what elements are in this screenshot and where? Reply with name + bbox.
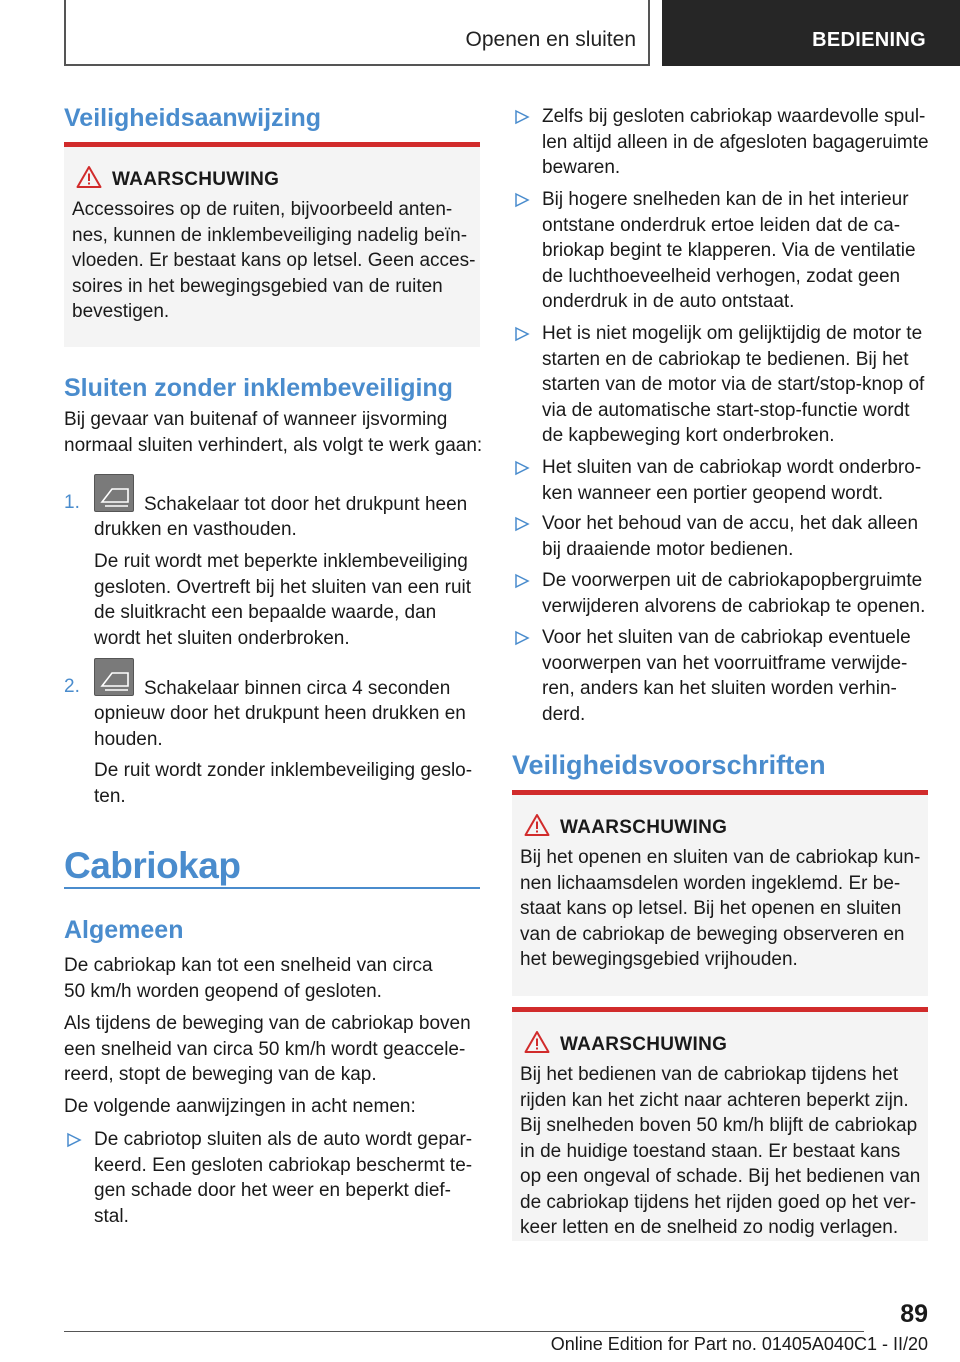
warning-text xyxy=(520,845,924,973)
text-line: stal. xyxy=(94,1205,129,1227)
list-item xyxy=(66,1127,482,1231)
text-line: de luchthoeveelheid verhogen, zodat geen xyxy=(542,265,901,287)
text-line: reerd, stopt de beweging van de kap. xyxy=(64,1064,377,1085)
text-line: ontstane onderdruk ertoe leiden dat de ca- xyxy=(542,214,901,236)
window-switch-graphic xyxy=(95,659,135,697)
text-line: De ruit wordt zonder inklembeveiliging geslo- xyxy=(94,760,473,781)
heading-rule xyxy=(64,887,480,889)
list-item-text xyxy=(542,104,929,181)
text-line: Bij gevaar van buitenaf of wanneer ijsvorming xyxy=(64,409,448,430)
warning-text xyxy=(72,197,476,325)
text-line: normaal sluiten verhindert, als volgt te werk gaan: xyxy=(64,434,483,456)
heading-safety: Veiligheidsaanwijzing xyxy=(64,104,322,132)
text-line: De cabriotop sluiten als de auto wordt gepar- xyxy=(94,1129,473,1150)
text-line: starten van de motor via de start/stop-knop of xyxy=(542,374,925,395)
header-left-rule xyxy=(64,0,66,66)
text-line: wordt het sluiten onderbroken. xyxy=(94,627,350,649)
text-line: De voorwerpen uit de cabriokapopbergruimte xyxy=(542,570,923,591)
step1-first-line: Schakelaar tot door het drukpunt heen xyxy=(144,494,468,515)
text-line: een snelheid van circa 50 km/h wordt geaccele- xyxy=(64,1038,466,1060)
text-line: Als tijdens de beweging van de cabriokap boven xyxy=(64,1013,471,1034)
warning-text xyxy=(520,1062,924,1241)
header-chapter-label: BEDIENING xyxy=(812,29,926,51)
header-chapter-tab xyxy=(662,0,960,66)
triangle-bullet-icon xyxy=(514,326,530,342)
list-item-text xyxy=(542,321,924,449)
text-line: ken wanneer een portier geopend wordt. xyxy=(542,482,884,504)
text-line: de kapbeweging kort onderbroken. xyxy=(542,425,835,446)
text-line: voorwerpen van het voorruitframe verwijde- xyxy=(542,652,908,674)
text-line: ren, anders kan het sluiten worden verhin- xyxy=(542,678,897,699)
header-section-title: Openen en sluiten xyxy=(465,28,636,51)
triangle-bullet-icon xyxy=(514,630,530,646)
text-line: Bij snelheden boven 50 km/h blijft de cabriokap xyxy=(520,1115,918,1136)
text-line: Bij het openen en sluiten van de cabriokap kun- xyxy=(520,847,921,868)
text-line: gen schade door het weer en beperkt dief- xyxy=(94,1180,452,1201)
header-bottom-rule xyxy=(64,64,650,66)
text-line: bewaren. xyxy=(542,157,621,178)
general-paragraph-1 xyxy=(64,953,484,1004)
list-item-text xyxy=(94,1127,472,1229)
text-line: opnieuw door het drukpunt heen drukken en xyxy=(94,703,466,724)
header-mid-rule xyxy=(648,0,650,66)
window-switch-icon xyxy=(94,658,134,696)
text-line: Voor het sluiten van de cabriokap eventuele xyxy=(542,627,911,648)
text-line: van de cabriokap de beweging observeren en xyxy=(520,923,905,945)
heading-general: Algemeen xyxy=(64,916,184,944)
warning-title: WAARSCHUWING xyxy=(560,1034,728,1055)
warning-box-accessories xyxy=(64,142,480,347)
text-line: vloeden. Er bestaat kans op letsel. Geen acces- xyxy=(72,250,476,271)
warning-triangle-icon xyxy=(524,813,550,837)
list-item-text xyxy=(542,187,916,315)
text-line: Het is niet mogelijk om gelijktijdig de motor te xyxy=(542,323,923,344)
window-switch-graphic xyxy=(95,475,135,513)
text-line: 50 km/h worden geopend of gesloten. xyxy=(64,980,382,1002)
warning-title: WAARSCHUWING xyxy=(112,169,280,190)
list-item-text xyxy=(542,568,925,619)
step2-result xyxy=(94,758,484,809)
text-line: De cabriokap kan tot een snelheid van circa xyxy=(64,955,433,976)
text-line: briokap begint te klapperen. Via de ventilatie xyxy=(542,240,916,261)
triangle-bullet-icon xyxy=(514,192,530,208)
text-line: Bij het bedienen van de cabriokap tijdens het xyxy=(520,1064,899,1085)
warning-title: WAARSCHUWING xyxy=(560,817,728,838)
warning-triangle-icon xyxy=(524,1030,550,1054)
text-line: Accessoires op de ruiten, bijvoorbeeld anten- xyxy=(72,199,453,220)
heading-safety-rules: Veiligheidsvoorschriften xyxy=(512,750,826,780)
general-paragraph-3 xyxy=(64,1094,484,1120)
triangle-bullet-icon xyxy=(514,573,530,589)
text-line: soires in het bewegingsgebied van de ruiten xyxy=(72,275,443,297)
triangle-bullet-icon xyxy=(514,460,530,476)
text-line: het bewegingsgebied vrijhouden. xyxy=(520,949,798,970)
triangle-bullet-icon xyxy=(514,109,530,125)
text-line: Zelfs bij gesloten cabriokap waardevolle spul- xyxy=(542,106,926,127)
step2-first-line: Schakelaar binnen circa 4 seconden xyxy=(144,678,451,699)
text-line: in de huidige toestand staan. Er bestaat kans xyxy=(520,1140,901,1162)
text-line: gesloten. Overtreft bij het sluiten van een ruit xyxy=(94,576,472,598)
text-line: bevestigen. xyxy=(72,301,170,322)
list-item-text xyxy=(542,625,911,727)
step1-rest xyxy=(94,517,484,543)
step-number-2: 2. xyxy=(64,676,80,697)
triangle-bullet-icon xyxy=(66,1132,82,1148)
text-line: Het sluiten van de cabriokap wordt onderbro- xyxy=(542,457,922,478)
step-number-1: 1. xyxy=(64,492,80,513)
text-line: verwijderen alvorens de cabriokap te openen. xyxy=(542,595,926,617)
text-line: starten en de cabriokap te bedienen. Bij het xyxy=(542,348,909,370)
warning-box-driving xyxy=(512,1007,928,1241)
text-line: De ruit wordt met beperkte inklembeveiliging xyxy=(94,551,468,572)
heading-cabriokap: Cabriokap xyxy=(64,845,241,886)
text-line: keer letten en de snelheid zo nodig verlagen. xyxy=(520,1217,899,1238)
text-line: nen lichaamsdelen worden ingeklemd. Er be- xyxy=(520,872,901,894)
text-line: nes, kunnen de inklembeveiliging nadelig beïn- xyxy=(72,224,468,246)
footer-rule xyxy=(64,1331,864,1332)
text-line: via de automatische start-stop-functie wordt xyxy=(542,399,910,421)
list-item-text xyxy=(542,455,921,506)
text-line: derd. xyxy=(542,703,586,725)
text-line: De volgende aanwijzingen in acht nemen: xyxy=(64,1096,416,1117)
text-line: Voor het behoud van de accu, het dak alleen xyxy=(542,513,919,534)
text-line: rijden kan het zicht naar achteren beperkt zijn. xyxy=(520,1089,909,1111)
text-line: de cabriokap tijdens het rijden goed op het ver- xyxy=(520,1191,917,1213)
text-line: bij draaiende motor bedienen. xyxy=(542,538,794,560)
window-switch-icon xyxy=(94,474,134,512)
triangle-bullet-icon xyxy=(514,516,530,532)
general-paragraph-2 xyxy=(64,1011,484,1088)
text-line: len altijd alleen in de afgesloten bagageruimte xyxy=(542,131,929,153)
heading-close-without-protection: Sluiten zonder inklembeveiliging xyxy=(64,374,453,402)
text-line: keerd. Een gesloten cabriokap beschermt te- xyxy=(94,1154,473,1176)
text-line: staat kans op letsel. Bij het openen en sluiten xyxy=(520,898,902,919)
text-line: Bij hogere snelheden kan de in het interieur xyxy=(542,189,909,210)
text-line: op een ongeval of schade. Bij het bedienen van xyxy=(520,1166,921,1187)
list-item-text xyxy=(542,511,918,562)
footer-edition: Online Edition for Part no. 01405A040C1 - II/20 xyxy=(550,1334,928,1354)
warning-box-pinching xyxy=(512,790,928,996)
text-line: onderdruk in de auto ontstaat. xyxy=(542,291,795,312)
step2-rest xyxy=(94,701,484,752)
text-line: de sluitkracht een bepaalde waarde, dan xyxy=(94,602,437,623)
close-intro-paragraph xyxy=(64,407,484,458)
text-line: drukken en vasthouden. xyxy=(94,519,297,540)
text-line: ten. xyxy=(94,785,126,807)
text-line: houden. xyxy=(94,728,163,750)
page-number: 89 xyxy=(900,1300,928,1328)
warning-triangle-icon xyxy=(76,165,102,189)
step1-result xyxy=(94,549,484,651)
